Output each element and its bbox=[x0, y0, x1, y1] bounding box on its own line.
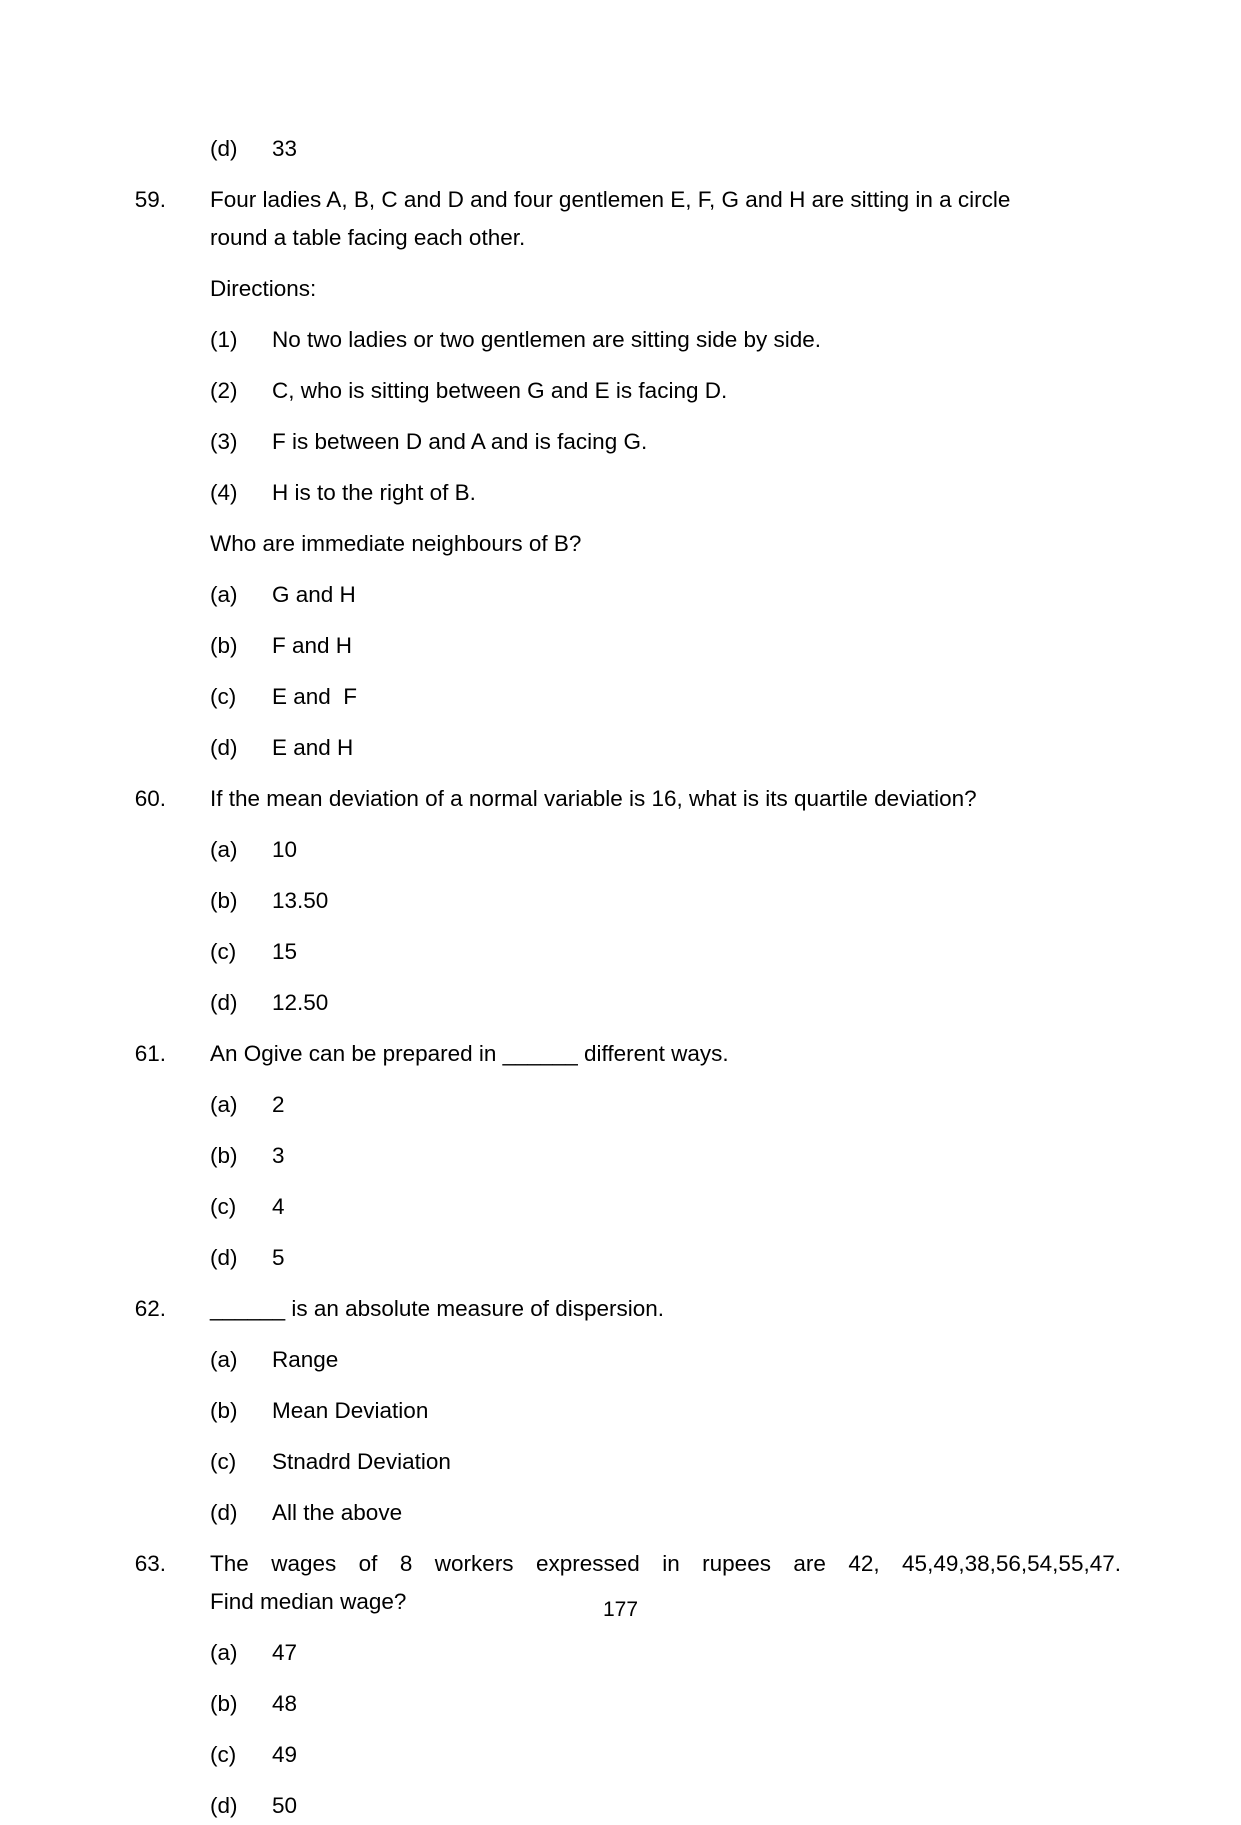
option-text: F and H bbox=[272, 633, 353, 658]
option-text: 2 bbox=[272, 1092, 285, 1117]
sub-question-text: Who are immediate neighbours of B? bbox=[210, 531, 582, 556]
question-stem bbox=[0, 181, 1241, 257]
question-61 bbox=[0, 1035, 1241, 1277]
spacer bbox=[0, 716, 1241, 729]
spacer bbox=[0, 869, 1241, 882]
option-text: Range bbox=[272, 1347, 339, 1372]
option-text: 50 bbox=[272, 1793, 298, 1818]
spacer bbox=[0, 1379, 1241, 1392]
spacer bbox=[0, 1328, 1241, 1341]
option-text: Mean Deviation bbox=[272, 1398, 429, 1423]
question-number: 62. bbox=[134, 1296, 166, 1321]
directions-heading: Directions: bbox=[210, 276, 317, 301]
option-text: 4 bbox=[272, 1194, 285, 1219]
option-label: (c) bbox=[210, 1194, 237, 1219]
option-text: 48 bbox=[272, 1691, 298, 1716]
spacer bbox=[0, 1430, 1241, 1443]
direction-text: F is between D and A and is facing G. bbox=[272, 429, 648, 454]
question-number: 61. bbox=[134, 1041, 166, 1066]
spacer bbox=[0, 1532, 1241, 1545]
option-text: 47 bbox=[272, 1640, 298, 1665]
question-text: If the mean deviation of a normal variable is 16, what is its quartile deviation? bbox=[210, 786, 977, 811]
spacer bbox=[0, 767, 1241, 780]
option-a[interactable] bbox=[0, 1086, 1241, 1124]
option-c[interactable] bbox=[0, 1736, 1241, 1774]
question-63 bbox=[0, 1545, 1241, 1825]
question-59 bbox=[0, 181, 1241, 767]
option-d[interactable] bbox=[0, 1494, 1241, 1532]
spacer bbox=[0, 563, 1241, 576]
spacer bbox=[0, 359, 1241, 372]
option-label: (c) bbox=[210, 684, 237, 709]
direction-text: C, who is sitting between G and E is facing D. bbox=[272, 378, 728, 403]
option-label: (b) bbox=[210, 633, 238, 658]
option-b[interactable] bbox=[0, 627, 1241, 665]
option-a[interactable] bbox=[0, 1341, 1241, 1379]
direction-label: (1) bbox=[210, 327, 238, 352]
option-label: (a) bbox=[210, 582, 238, 607]
question-text-line-1: The wages of 8 workers expressed in rupees are 42, 45,49,38,56,54,55,47. bbox=[210, 1551, 1121, 1576]
option-text: 10 bbox=[272, 837, 298, 862]
spacer bbox=[0, 1073, 1241, 1086]
option-b[interactable] bbox=[0, 1392, 1241, 1430]
direction-text: H is to the right of B. bbox=[272, 480, 476, 505]
spacer bbox=[0, 665, 1241, 678]
option-label: (a) bbox=[210, 1347, 238, 1372]
option-text: 33 bbox=[272, 136, 298, 161]
list-item bbox=[0, 130, 1241, 168]
question-stem bbox=[0, 780, 1241, 818]
option-label: (b) bbox=[210, 1143, 238, 1168]
option-c[interactable] bbox=[0, 678, 1241, 716]
option-label: (b) bbox=[210, 1691, 238, 1716]
spacer bbox=[0, 308, 1241, 321]
option-text: 13.50 bbox=[272, 888, 329, 913]
option-label: (c) bbox=[210, 1742, 237, 1767]
direction-label: (2) bbox=[210, 378, 238, 403]
spacer bbox=[0, 1774, 1241, 1787]
question-stem bbox=[0, 1035, 1241, 1073]
list-item bbox=[0, 372, 1241, 410]
question-number: 60. bbox=[134, 786, 166, 811]
option-d[interactable] bbox=[0, 1787, 1241, 1825]
question-text: ______ is an absolute measure of dispersion. bbox=[210, 1296, 665, 1321]
spacer bbox=[0, 1175, 1241, 1188]
option-label: (d) bbox=[210, 136, 238, 161]
question-number: 59. bbox=[134, 187, 166, 212]
option-label: (d) bbox=[210, 1500, 238, 1525]
option-text: 3 bbox=[272, 1143, 285, 1168]
spacer bbox=[0, 1672, 1241, 1685]
option-label: (d) bbox=[210, 735, 238, 760]
option-d[interactable] bbox=[0, 729, 1241, 767]
page-number: 177 bbox=[602, 1598, 639, 1621]
option-label: (a) bbox=[210, 1640, 238, 1665]
spacer bbox=[0, 1022, 1241, 1035]
option-label: (a) bbox=[210, 1092, 238, 1117]
spacer bbox=[0, 168, 1241, 181]
spacer bbox=[0, 818, 1241, 831]
spacer bbox=[0, 1226, 1241, 1239]
option-text: 15 bbox=[272, 939, 298, 964]
question-text-line-2: Find median wage? bbox=[210, 1589, 407, 1614]
option-a[interactable] bbox=[0, 1634, 1241, 1672]
option-text: 5 bbox=[272, 1245, 285, 1270]
option-d[interactable] bbox=[0, 1239, 1241, 1277]
option-text: E and H bbox=[272, 735, 354, 760]
question-text-line-1: Four ladies A, B, C and D and four gentlemen E, F, G and H are sitting in a circle bbox=[210, 187, 1011, 212]
option-b[interactable] bbox=[0, 1137, 1241, 1175]
spacer bbox=[0, 512, 1241, 525]
direction-text: No two ladies or two gentlemen are sitting side by side. bbox=[272, 327, 822, 352]
option-text: All the above bbox=[272, 1500, 403, 1525]
spacer bbox=[0, 614, 1241, 627]
option-label: (a) bbox=[210, 837, 238, 862]
spacer bbox=[0, 257, 1241, 270]
spacer bbox=[0, 1481, 1241, 1494]
list-item bbox=[0, 321, 1241, 359]
option-text: 12.50 bbox=[272, 990, 329, 1015]
question-text-line-2: round a table facing each other. bbox=[210, 225, 526, 250]
option-c[interactable] bbox=[0, 1188, 1241, 1226]
option-d[interactable] bbox=[0, 984, 1241, 1022]
spacer bbox=[0, 461, 1241, 474]
direction-label: (4) bbox=[210, 480, 238, 505]
spacer bbox=[0, 971, 1241, 984]
option-label: (d) bbox=[210, 1793, 238, 1818]
option-text: Stnadrd Deviation bbox=[272, 1449, 451, 1474]
spacer bbox=[0, 410, 1241, 423]
option-label: (c) bbox=[210, 939, 237, 964]
option-a[interactable] bbox=[0, 831, 1241, 869]
option-b[interactable] bbox=[0, 882, 1241, 920]
list-item bbox=[0, 474, 1241, 512]
option-label: (d) bbox=[210, 1245, 238, 1270]
option-c[interactable] bbox=[0, 933, 1241, 971]
question-text: An Ogive can be prepared in ______ different ways. bbox=[210, 1041, 729, 1066]
option-label: (d) bbox=[210, 990, 238, 1015]
list-item bbox=[0, 423, 1241, 461]
spacer bbox=[0, 1124, 1241, 1137]
option-text: E and F bbox=[272, 684, 358, 709]
question-62 bbox=[0, 1290, 1241, 1532]
option-label: (b) bbox=[210, 1398, 238, 1423]
option-c[interactable] bbox=[0, 1443, 1241, 1481]
option-label: (b) bbox=[210, 888, 238, 913]
question-stem bbox=[0, 1290, 1241, 1328]
direction-label: (3) bbox=[210, 429, 238, 454]
spacer bbox=[0, 920, 1241, 933]
option-b[interactable] bbox=[0, 1685, 1241, 1723]
question-number: 63. bbox=[134, 1551, 166, 1576]
question-60 bbox=[0, 780, 1241, 1022]
option-text: 49 bbox=[272, 1742, 298, 1767]
option-a[interactable] bbox=[0, 576, 1241, 614]
spacer bbox=[0, 1277, 1241, 1290]
option-label: (c) bbox=[210, 1449, 237, 1474]
spacer bbox=[0, 1723, 1241, 1736]
option-text: G and H bbox=[272, 582, 356, 607]
